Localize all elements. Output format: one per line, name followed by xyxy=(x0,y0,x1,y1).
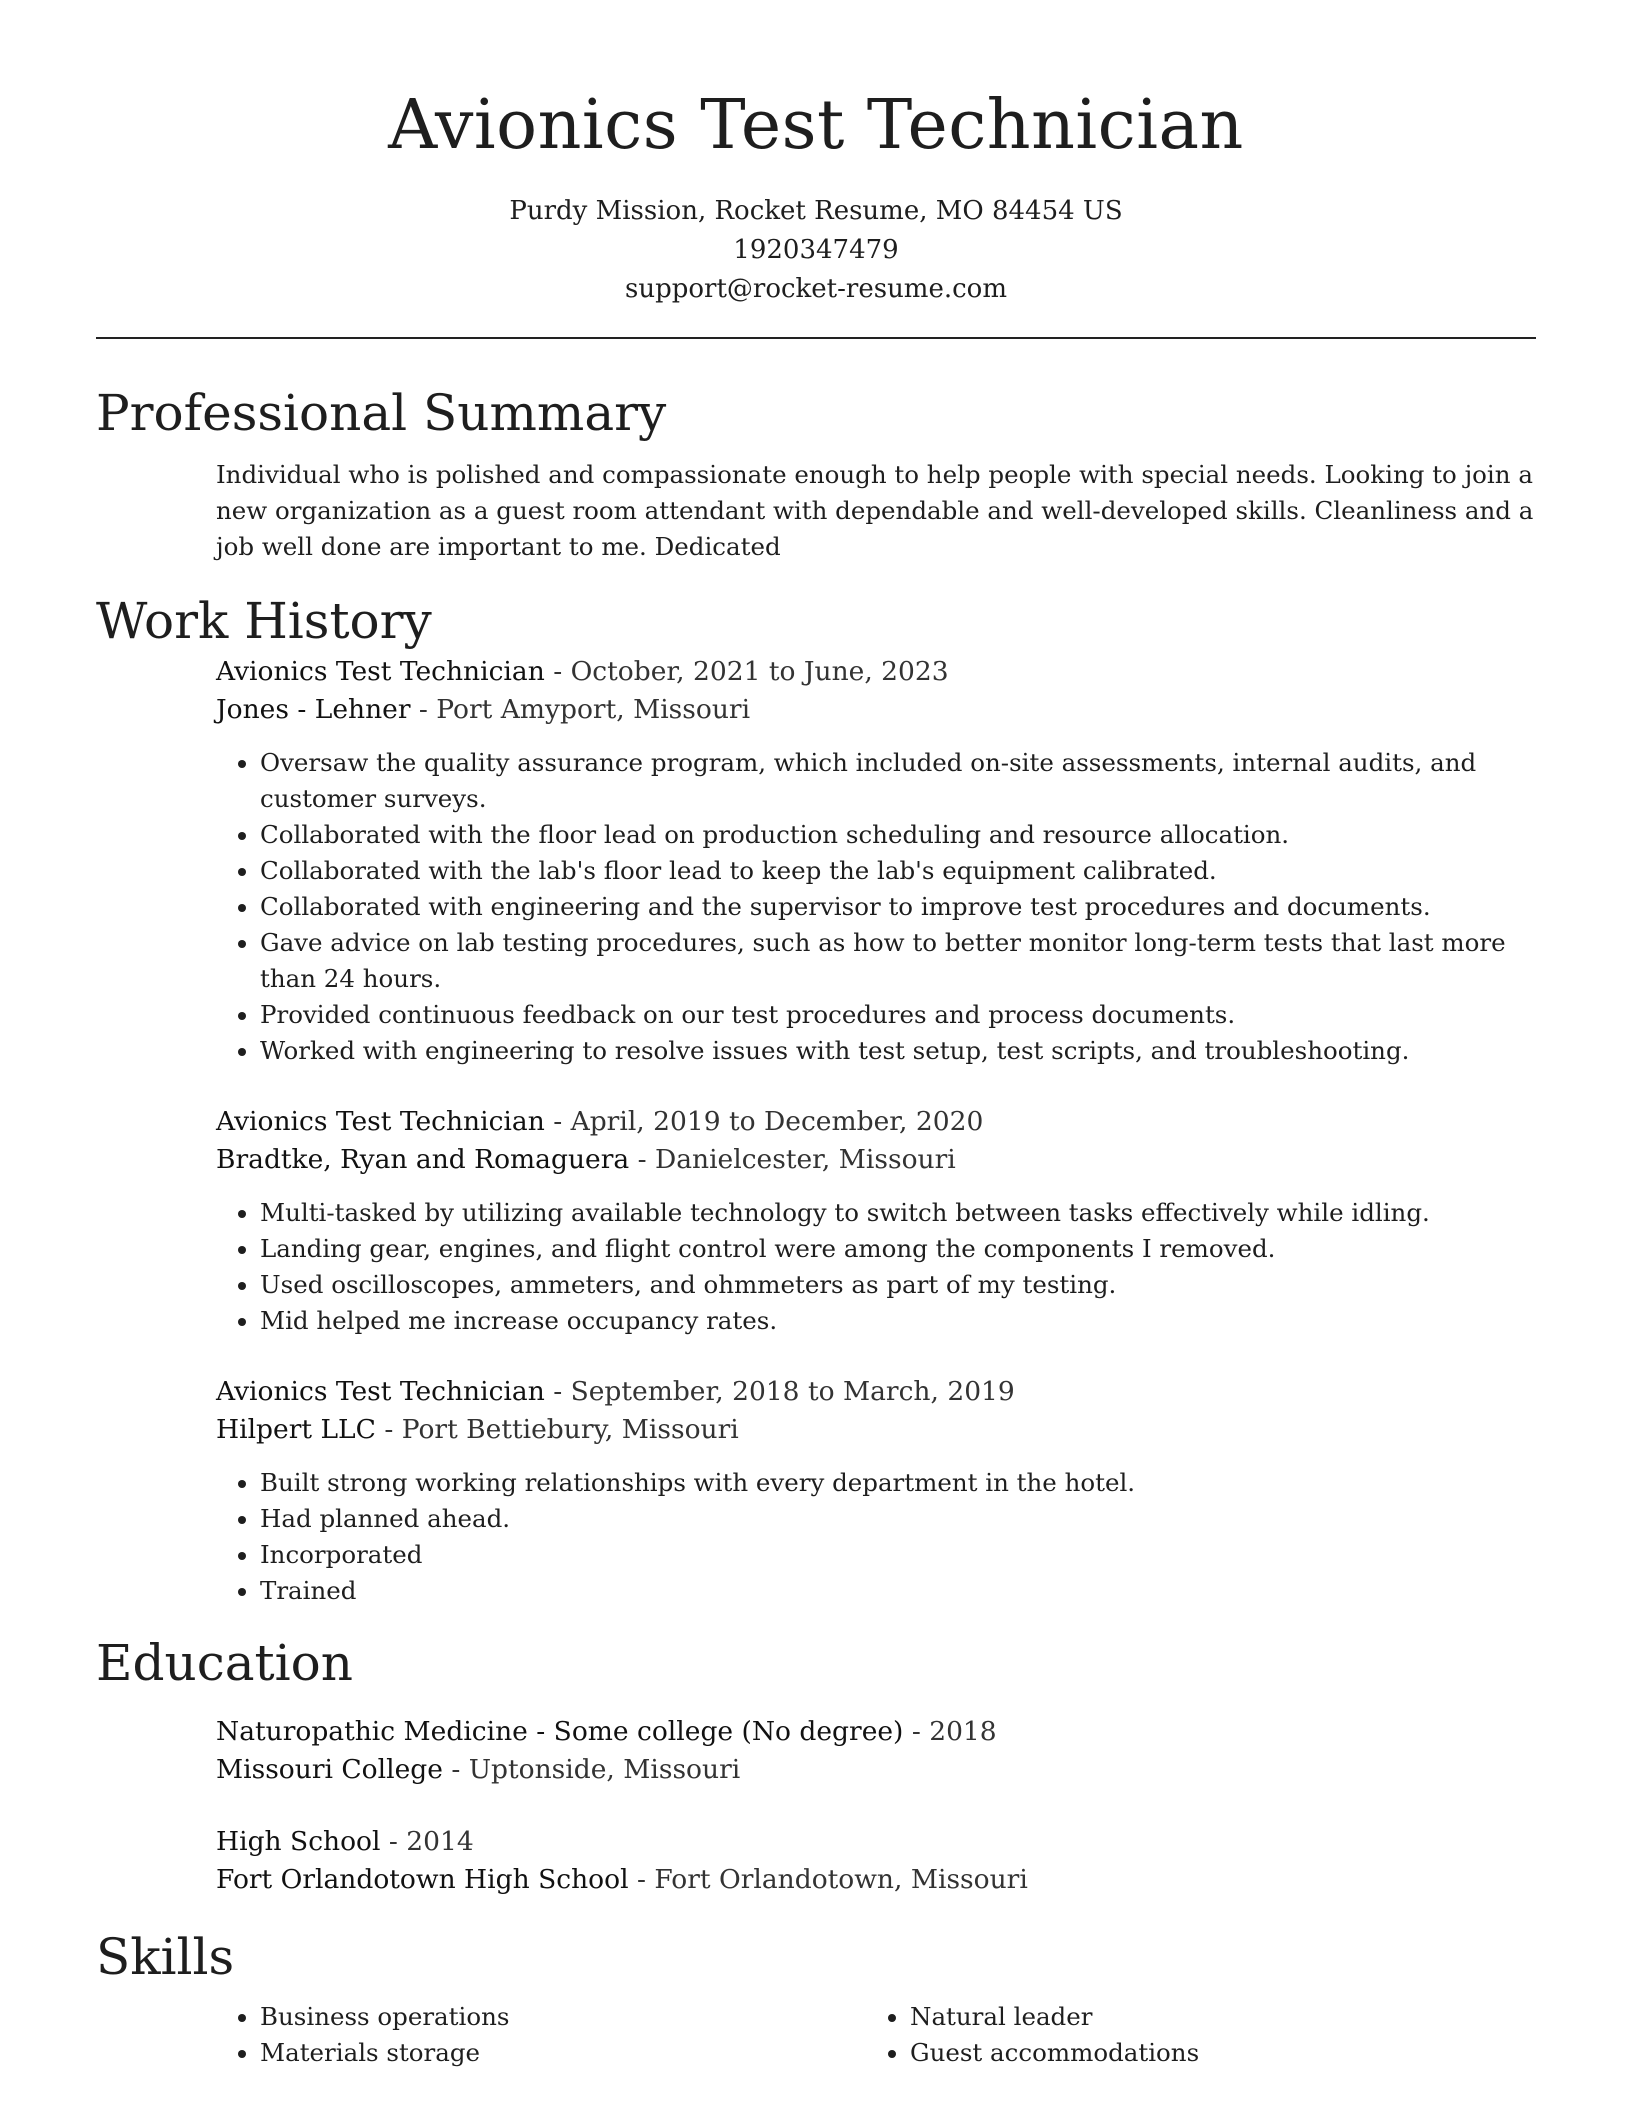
job-title-line xyxy=(216,653,1536,691)
list-item: • Landing gear, engines, and flight control were among the components I removed. xyxy=(260,1231,1536,1267)
job-location: - Port Amyport, Missouri xyxy=(410,694,751,725)
education-entry xyxy=(216,1823,1536,1899)
job-bullets xyxy=(216,1195,1536,1339)
list-item: • Oversaw the quality assurance program, which included on-site assessments, internal audits, and customer surveys. xyxy=(260,745,1536,817)
education-section xyxy=(96,1631,1536,1899)
job-entry xyxy=(216,1373,1536,1609)
work-history-section xyxy=(96,589,1536,1609)
list-item: • Collaborated with engineering and the supervisor to improve test procedures and documents. xyxy=(260,889,1536,925)
education-degree-line xyxy=(216,1823,1536,1861)
education-title: Education xyxy=(96,1634,353,1692)
education-school: Fort Orlandotown High School xyxy=(216,1864,629,1895)
job-role: Avionics Test Technician xyxy=(216,656,545,687)
education-year: - 2014 xyxy=(380,1826,474,1857)
education-degree: Naturopathic Medicine - Some college (No degree) xyxy=(216,1716,904,1747)
job-dates: - October, 2021 to June, 2023 xyxy=(544,656,949,687)
list-item: • Natural leader xyxy=(910,1999,1516,2035)
skills-grid xyxy=(96,1989,1536,2071)
list-item: • Had planned ahead. xyxy=(260,1501,1536,1537)
skills-title: Skills xyxy=(96,1928,235,1986)
list-item: • Built strong working relationships with every department in the hotel. xyxy=(260,1465,1536,1501)
list-item: • Mid helped me increase occupancy rates. xyxy=(260,1303,1536,1339)
list-item: • Used oscilloscopes, ammeters, and ohmmeters as part of my testing. xyxy=(260,1267,1536,1303)
list-item: • Trained xyxy=(260,1573,1536,1609)
job-bullets xyxy=(216,745,1536,1069)
education-entry xyxy=(216,1713,1536,1789)
skills-list-left xyxy=(216,1999,866,2071)
job-location: - Danielcester, Missouri xyxy=(629,1144,956,1175)
education-school: Missouri College xyxy=(216,1754,443,1785)
list-item: • Gave advice on lab testing procedures, such as how to better monitor long-term tests that last more than 24 hours. xyxy=(260,925,1536,997)
work-history-body xyxy=(96,653,1536,1609)
list-item: • Provided continuous feedback on our test procedures and process documents. xyxy=(260,997,1536,1033)
list-item: • Multi-tasked by utilizing available technology to switch between tasks effectively while idling. xyxy=(260,1195,1536,1231)
list-item: • Materials storage xyxy=(260,2035,866,2071)
job-dates: - September, 2018 to March, 2019 xyxy=(544,1376,1015,1407)
job-role: Avionics Test Technician xyxy=(216,1376,545,1407)
education-school-line xyxy=(216,1861,1536,1899)
resume-name: Avionics Test Technician xyxy=(388,86,1244,165)
job-title-line xyxy=(216,1103,1536,1141)
education-location: - Uptonside, Missouri xyxy=(442,1754,741,1785)
list-item: • Collaborated with the lab's floor lead to keep the lab's equipment calibrated. xyxy=(260,853,1536,889)
job-company-line xyxy=(216,691,1536,729)
job-company-line xyxy=(216,1141,1536,1179)
education-degree-line xyxy=(216,1713,1536,1751)
job-dates: - April, 2019 to December, 2020 xyxy=(544,1106,984,1137)
list-item: • Guest accommodations xyxy=(910,2035,1516,2071)
list-item: • Worked with engineering to resolve issues with test setup, test scripts, and troubleshooting. xyxy=(260,1033,1536,1069)
job-role: Avionics Test Technician xyxy=(216,1106,545,1137)
list-item: • Business operations xyxy=(260,1999,866,2035)
job-company-line xyxy=(216,1411,1536,1449)
education-degree: High School xyxy=(216,1826,381,1857)
skills-section xyxy=(96,1925,1536,2071)
list-item: • Incorporated xyxy=(260,1537,1536,1573)
header-divider xyxy=(96,337,1536,339)
contact-block xyxy=(96,192,1536,309)
skills-list-right xyxy=(866,1999,1516,2071)
work-history-title: Work History xyxy=(96,592,432,650)
summary-section xyxy=(96,381,1536,565)
education-school-line xyxy=(216,1751,1536,1789)
education-body xyxy=(96,1713,1536,1899)
education-year: - 2018 xyxy=(903,1716,997,1747)
summary-text: Individual who is polished and compassionate enough to help people with special needs. Looking to join a new organization as a guest room attendant with dependable and well-developed skills. Cleanliness and a job well done are important to me. Dedicated xyxy=(216,460,1534,561)
job-company: Hilpert LLC xyxy=(216,1414,376,1445)
resume-page xyxy=(96,0,1536,2071)
job-entry xyxy=(216,653,1536,1069)
summary-title: Professional Summary xyxy=(96,384,667,442)
contact-address: Purdy Mission, Rocket Resume, MO 84454 US xyxy=(509,196,1123,226)
list-item: • Collaborated with the floor lead on production scheduling and resource allocation. xyxy=(260,817,1536,853)
job-company: Jones - Lehner xyxy=(216,694,411,725)
job-location: - Port Bettiebury, Missouri xyxy=(375,1414,739,1445)
education-location: - Fort Orlandotown, Missouri xyxy=(628,1864,1028,1895)
job-company: Bradtke, Ryan and Romaguera xyxy=(216,1144,630,1175)
contact-phone: 1920347479 xyxy=(733,235,899,265)
job-entry xyxy=(216,1103,1536,1339)
job-bullets xyxy=(216,1465,1536,1609)
job-title-line xyxy=(216,1373,1536,1411)
contact-email: support@rocket-resume.com xyxy=(624,274,1007,304)
